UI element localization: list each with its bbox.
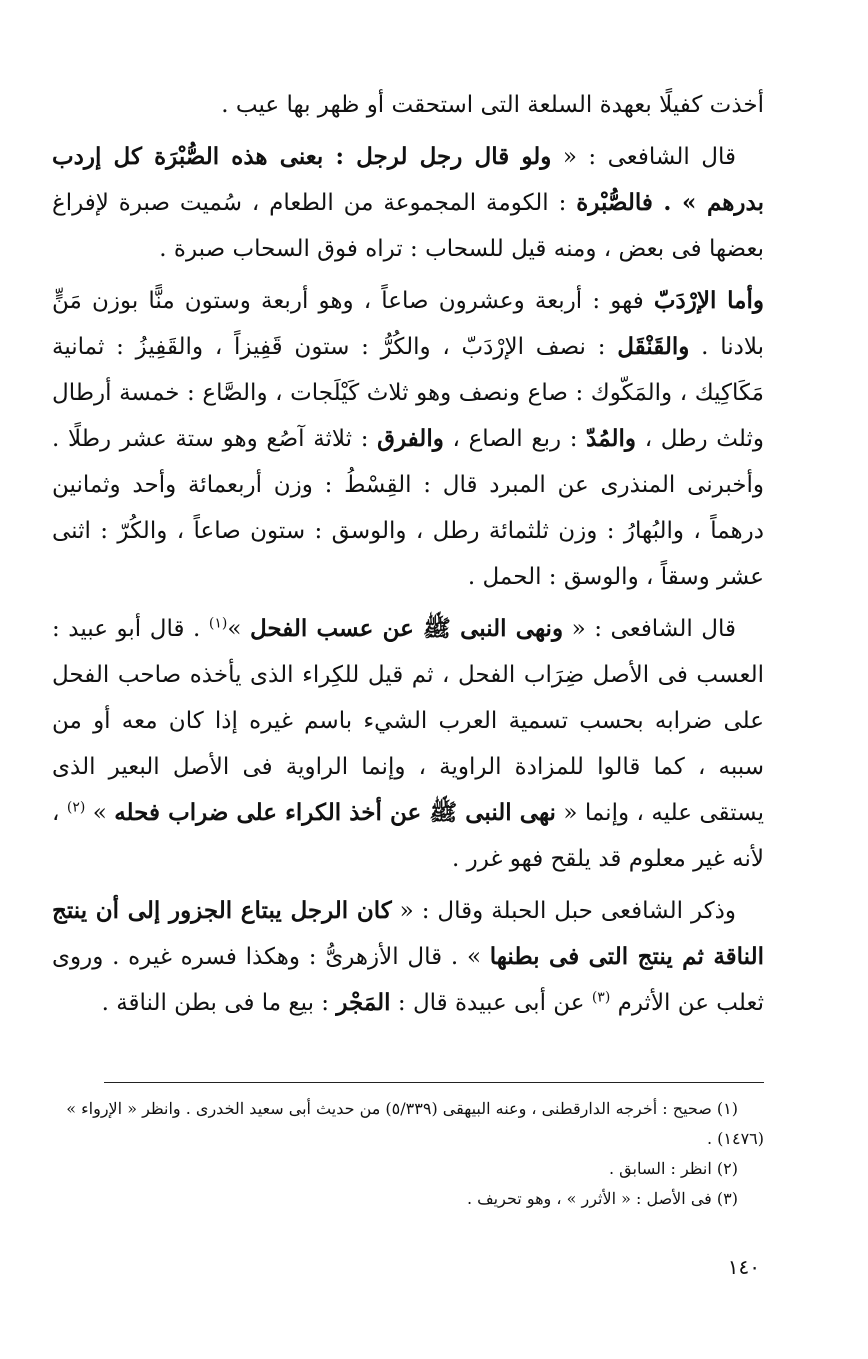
paragraph-3-bold-1: وأما الإرْدَبّ (653, 287, 764, 314)
paragraph-3-bold-2: والقَنْقَل (617, 333, 690, 360)
paragraph-5 (52, 888, 764, 1026)
paragraph-4-text-5: ، لأنه غير معلوم قد يلقح فهو غرر . (52, 800, 764, 872)
footnote-ref-3[interactable]: (٣) (591, 989, 611, 1006)
paragraph-1 (52, 82, 764, 128)
paragraph-5-bold-1: كان الرجل يبتاع الجزور إلى أن ينتج الناقة ثم ينتج التى فى بطنها (52, 897, 764, 970)
paragraph-4-text-4: » (85, 800, 115, 826)
footnote-1-text: (١) صحيح : أخرجه الدارقطنى ، وعنه البيهقى (٥/٣٣٩) من حديث أبى سعيد الخدرى . وانظر « الإرواء » (١٤٧٦) . (66, 1099, 764, 1148)
paragraph-3-text-1: فهو : أربعة وعشرون صاعاً ، وهو أربعة وستون منًّا بوزن مَنٍّ بلادنا . (52, 288, 764, 360)
page-number: ١٤٠ (727, 1255, 760, 1279)
paragraph-5-text-4: : بيع ما فى بطن الناقة . (101, 990, 337, 1016)
paragraph-5-text-3: عن أبى عبيدة قال : (390, 990, 592, 1016)
paragraph-5-text-1: وذكر الشافعى حبل الحبلة وقال : « (391, 898, 736, 924)
paragraph-4-text-2: » (227, 616, 250, 642)
paragraph-4-text-1: قال الشافعى : « (563, 616, 736, 642)
footnote-3-text: (٣) فى الأصل : « الأثرر » ، وهو تحريف . (466, 1189, 738, 1208)
paragraph-4 (52, 606, 764, 882)
paragraph-3-bold-3: والمُدّ (586, 425, 637, 452)
footnotes (52, 1094, 764, 1214)
paragraph-5-bold-2: المَجْر (336, 989, 391, 1016)
footnote-3 (52, 1184, 764, 1214)
footnote-ref-2[interactable]: (٢) (66, 799, 86, 816)
paragraph-3-text-2: : نصف الإرْدَبّ ، والكُرُّ : ستون قَفِيزاً ، والقَفِيزُ : ثمانية مَكَاكِيك ، والمَكّوك : صاع ونصف وهو ثلاث كَيْلَجات ، والصَّاع : خمسة أرطال وثلث رطل ، (52, 334, 764, 452)
paragraph-2-text-2: : الكومة المجموعة من الطعام ، سُميت صبرة لإفراغ بعضها فى بعض ، ومنه قيل للسحاب : تراه فوق السحاب صبرة . (52, 190, 764, 262)
footnote-1 (52, 1094, 764, 1154)
paragraph-3-text-4: : ثلاثة آصُع وهو ستة عشر رطلًا . وأخبرنى المنذرى عن المبرد قال : القِسْطُ : وزن أربعمائة وأحد وثمانين درهماً ، والبُهارُ : وزن ثلثمائة رطل ، والوسق : ستون صاعاً ، والكُرّ : اثنى عشر وسقاً ، والوسق : الحمل . (52, 426, 764, 590)
main-text (52, 82, 764, 1026)
paragraph-3-bold-4: والفرق (377, 425, 444, 452)
paragraph-2 (52, 134, 764, 272)
paragraph-3-text-3: : ربع الصاع ، (443, 426, 587, 452)
paragraph-3 (52, 278, 764, 600)
footnote-2-text: (٢) انظر : السابق . (608, 1159, 738, 1178)
paragraph-2-text-1: قال الشافعى : « (551, 144, 736, 170)
paragraph-2-bold-1: ولو قال رجل لرجل : بعنى هذه الصُّبْرَة كل إردب بدرهم » . فالصُّبْرة (52, 143, 764, 216)
footnote-ref-1[interactable]: (١) (208, 615, 228, 632)
paragraph-4-bold-1: ونهى النبى ﷺ عن عسب الفحل (249, 615, 564, 642)
footnote-divider (104, 1082, 764, 1083)
paragraph-4-bold-2: نهى النبى ﷺ عن أخذ الكراء على ضراب فحله (114, 799, 556, 826)
paragraph-4-text-3: . قال أبو عبيد : العسب فى الأصل ضِرَاب الفحل ، ثم قيل للكِراء الذى يأخذه صاحب الفحل على ضرابه بحسب تسمية العرب الشيء باسم غيره إذا كان معه أو من سببه ، كما قالوا للمزادة الراوية ، وإنما الراوية فى الأصل البعير الذى يستقى عليه ، وإنما « (52, 616, 765, 826)
footnote-2 (52, 1154, 764, 1184)
paragraph-1-text: أخذت كفيلًا بعهدة السلعة التى استحقت أو ظهر بها عيب . (221, 92, 764, 118)
paragraph-5-text-2: » . قال الأزهرىُّ : وهكذا فسره غيره . وروى ثعلب عن الأثرم (52, 944, 764, 1016)
